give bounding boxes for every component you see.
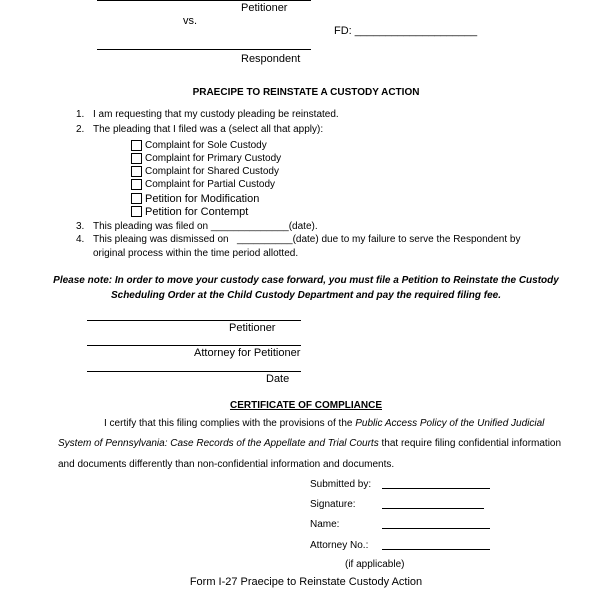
petitioner-sign-label: Petitioner <box>229 322 276 334</box>
respondent-caption-label: Respondent <box>241 53 301 65</box>
item-3-number: 3. <box>76 221 85 232</box>
petitioner-caption-label: Petitioner <box>241 2 288 14</box>
item-4-text-continued: original process within the time period allotted. <box>93 248 299 259</box>
submitted-by-label: Submitted by: <box>310 479 372 490</box>
submitted-by-field[interactable] <box>382 488 490 489</box>
petitioner-sign-line <box>87 320 301 321</box>
checkbox-shared-custody[interactable] <box>131 166 142 177</box>
option-label: Petition for Contempt <box>145 206 249 218</box>
petitioner-signature-line <box>97 0 311 1</box>
signature-field[interactable] <box>382 508 484 509</box>
date-sign-line <box>87 371 301 372</box>
checkbox-primary-custody[interactable] <box>131 153 142 164</box>
compliance-paragraph-line-3: and documents differently than non-confidential information and documents. <box>58 459 395 470</box>
item-4-number: 4. <box>76 234 85 245</box>
name-label: Name: <box>310 519 340 530</box>
attorney-sign-label: Attorney for Petitioner <box>194 347 301 359</box>
date-sign-label: Date <box>266 373 290 385</box>
if-applicable-note: (if applicable) <box>345 559 405 570</box>
option-label: Complaint for Primary Custody <box>145 153 282 164</box>
checkbox-petition-contempt[interactable] <box>131 206 142 217</box>
option-label: Complaint for Sole Custody <box>145 140 267 151</box>
checkbox-sole-custody[interactable] <box>131 140 142 151</box>
compliance-heading: CERTIFICATE OF COMPLIANCE <box>229 400 383 411</box>
attorney-sign-line <box>87 345 301 346</box>
checkbox-petition-modification[interactable] <box>131 193 142 204</box>
compliance-policy-name-continued: System of Pennsylvania: Case Records of the Appellate and Trial Courts <box>58 438 379 449</box>
compliance-policy-name: Public Access Policy of the Unified Judicial <box>355 418 545 429</box>
fd-field[interactable]: FD: ____________________ <box>334 25 478 37</box>
option-label: Complaint for Partial Custody <box>145 179 276 190</box>
checkbox-partial-custody[interactable] <box>131 179 142 190</box>
item-3-text: This pleading was filed on ______________(date). <box>93 221 318 232</box>
option-label: Complaint for Shared Custody <box>145 166 279 177</box>
item-1-number: 1. <box>76 109 85 120</box>
compliance-paragraph-line-2 <box>58 438 561 449</box>
compliance-paragraph-line-1 <box>104 418 544 429</box>
item-1-text: I am requesting that my custody pleading be reinstated. <box>93 109 339 120</box>
signature-label: Signature: <box>310 499 356 510</box>
item-4-text: This pleaing was dismissed on __________(date) due to my failure to serve the Respondent by <box>93 234 521 245</box>
form-footer: Form I-27 Praecipe to Reinstate Custody Action <box>189 576 423 588</box>
form-title: PRAECIPE TO REINSTATE A CUSTODY ACTION <box>192 87 420 98</box>
item-2-text: The pleading that I filed was a (select all that apply): <box>93 124 324 135</box>
item-2-number: 2. <box>76 124 85 135</box>
compliance-text: that require filing confidential information <box>378 438 562 449</box>
respondent-signature-line <box>97 49 311 50</box>
attorney-no-label: Attorney No.: <box>310 540 369 551</box>
attorney-no-field[interactable] <box>382 549 490 550</box>
compliance-text: I certify that this filing complies with the provisions of the <box>104 418 356 429</box>
option-label: Petition for Modification <box>145 193 260 205</box>
note-line-1: Please note: In order to move your custody case forward, you must file a Petition to Reinstate the Custody <box>53 275 559 286</box>
vs-label: vs. <box>183 15 198 27</box>
note-line-2: Scheduling Order at the Child Custody Department and pay the required filing fee. <box>110 290 502 301</box>
name-field[interactable] <box>382 528 490 529</box>
